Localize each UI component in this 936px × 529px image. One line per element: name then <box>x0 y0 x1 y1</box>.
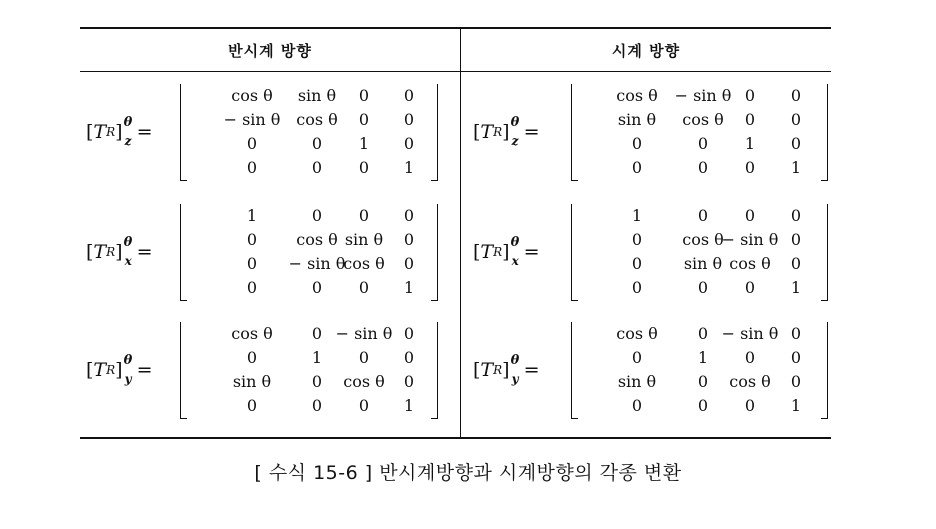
matrix-cell: 0 <box>697 206 709 225</box>
matrix-cell: cos θ <box>729 372 771 391</box>
matrix-cell: 0 <box>744 86 756 105</box>
lhs-axis-subscript: y <box>511 372 519 386</box>
matrix-cell: 0 <box>358 396 370 415</box>
matrix-cell: 1 <box>403 396 415 415</box>
lhs-subscript-r: R <box>106 363 116 377</box>
matrix-row <box>571 346 828 370</box>
matrix-row <box>571 252 828 276</box>
rotation-matrix <box>571 322 828 418</box>
matrix-cell: 0 <box>631 230 643 249</box>
lhs-superscript-theta: θ <box>123 235 133 250</box>
lhs-superscript-theta: θ <box>123 115 133 130</box>
matrix-cell: 0 <box>697 134 709 153</box>
lhs-subscript-r: R <box>493 125 503 139</box>
table-header-rule <box>80 71 831 72</box>
rotation-matrix <box>180 204 438 300</box>
matrix-cell: sin θ <box>344 230 384 249</box>
matrix-row <box>180 394 438 418</box>
matrix-cell: 1 <box>403 158 415 177</box>
header-counterclockwise: 반시계 방향 <box>228 41 312 60</box>
matrix-cell: 0 <box>790 110 802 129</box>
matrix-cell: 0 <box>246 134 258 153</box>
matrix-cell: 1 <box>403 278 415 297</box>
matrix-row <box>571 108 828 132</box>
matrix-cell: 0 <box>246 278 258 297</box>
matrix-cell: 0 <box>697 158 709 177</box>
equation-lhs: [ T R ] θ x = <box>473 235 540 268</box>
lhs-scripts <box>123 355 137 385</box>
matrix-cell: 1 <box>790 158 802 177</box>
matrix-cell: 0 <box>403 110 415 129</box>
lhs-axis-subscript: x <box>511 254 519 268</box>
matrix-cell: cos θ <box>231 324 273 343</box>
lhs-axis-subscript: y <box>124 372 132 386</box>
lhs-subscript-r: R <box>106 125 116 139</box>
lhs-symbol: T <box>93 359 107 381</box>
matrix-cell: 0 <box>744 110 756 129</box>
matrix-cell: 0 <box>311 324 323 343</box>
matrix-cell: 1 <box>744 134 756 153</box>
matrix-cell: cos θ <box>682 110 724 129</box>
matrix-cell: 0 <box>790 348 802 367</box>
matrix-row <box>571 84 828 108</box>
matrix-cell: 0 <box>744 396 756 415</box>
table-column-divider <box>460 27 461 439</box>
matrix-cell: 0 <box>697 396 709 415</box>
matrix-row <box>180 346 438 370</box>
lhs-scripts <box>510 355 524 385</box>
matrix-cell: cos θ <box>682 230 724 249</box>
matrix-cell: 1 <box>790 396 802 415</box>
lhs-scripts <box>123 117 137 147</box>
matrix-cell: 1 <box>358 134 370 153</box>
matrix-cell: 0 <box>744 206 756 225</box>
equation-cw-x <box>473 202 836 302</box>
equation-lhs: [ T R ] θ y = <box>473 353 540 386</box>
lhs-symbol: T <box>93 241 107 263</box>
matrix-row <box>571 394 828 418</box>
matrix-row <box>180 228 438 252</box>
matrix-cell: 0 <box>744 158 756 177</box>
matrix-cell: sin θ <box>617 372 657 391</box>
matrix-cell: 0 <box>631 158 643 177</box>
matrix-cell: cos θ <box>231 86 273 105</box>
lhs-axis-subscript: x <box>124 254 132 268</box>
lhs-subscript-r: R <box>106 245 116 259</box>
matrix-cell: cos θ <box>343 254 385 273</box>
matrix-cell: 0 <box>790 254 802 273</box>
matrix-cell: 0 <box>403 206 415 225</box>
matrix-cell: 0 <box>403 348 415 367</box>
matrix-cell: cos θ <box>616 86 658 105</box>
equation-lhs: [ T R ] θ z = <box>86 115 153 148</box>
lhs-scripts <box>510 117 524 147</box>
lhs-superscript-theta: θ <box>123 353 133 368</box>
rotation-matrix <box>571 84 828 180</box>
equation-ccw-z <box>86 82 446 182</box>
matrix-row <box>571 132 828 156</box>
matrix-row <box>180 132 438 156</box>
lhs-symbol: T <box>480 241 494 263</box>
matrix-row <box>180 156 438 180</box>
matrix-row <box>571 276 828 300</box>
matrix-cell: 0 <box>697 372 709 391</box>
matrix-row <box>180 276 438 300</box>
matrix-cell: 0 <box>246 348 258 367</box>
lhs-subscript-r: R <box>493 245 503 259</box>
matrix-cell: 0 <box>311 158 323 177</box>
lhs-symbol: T <box>93 121 107 143</box>
matrix-cell: 0 <box>358 278 370 297</box>
matrix-cell: cos θ <box>616 324 658 343</box>
matrix-cell: − sin θ <box>674 86 732 105</box>
matrix-cell: 0 <box>246 396 258 415</box>
rotation-matrix <box>571 204 828 300</box>
matrix-cell: 0 <box>358 110 370 129</box>
equation-lhs: [ T R ] θ y = <box>86 353 153 386</box>
matrix-cell: 0 <box>790 372 802 391</box>
matrix-cell: 0 <box>790 86 802 105</box>
equation-caption: [ 수식 15-6 ] 반시계방향과 시계방향의 각종 변환 <box>254 462 682 484</box>
matrix-cell: sin θ <box>683 254 723 273</box>
matrix-cell: − sin θ <box>721 324 779 343</box>
matrix-row <box>571 204 828 228</box>
matrix-cell: 0 <box>358 348 370 367</box>
matrix-cell: 0 <box>744 348 756 367</box>
matrix-cell: 1 <box>311 348 323 367</box>
matrix-row <box>571 228 828 252</box>
matrix-cell: 0 <box>358 86 370 105</box>
lhs-superscript-theta: θ <box>510 353 520 368</box>
matrix-cell: 0 <box>246 230 258 249</box>
matrix-cell: 0 <box>403 230 415 249</box>
matrix-cell: 0 <box>631 396 643 415</box>
equation-ccw-x <box>86 202 446 302</box>
matrix-cell: 0 <box>697 324 709 343</box>
rotation-matrix <box>180 322 438 418</box>
matrix-cell: 0 <box>311 206 323 225</box>
matrix-cell: 0 <box>403 372 415 391</box>
matrix-cell: 0 <box>311 372 323 391</box>
matrix-cell: cos θ <box>343 372 385 391</box>
matrix-cell: 0 <box>311 278 323 297</box>
matrix-cell: 0 <box>631 278 643 297</box>
matrix-cell: 0 <box>311 134 323 153</box>
matrix-row <box>571 370 828 394</box>
matrix-cell: sin θ <box>232 372 272 391</box>
lhs-scripts <box>510 237 524 267</box>
equation-cw-z <box>473 82 836 182</box>
matrix-cell: cos θ <box>296 230 338 249</box>
matrix-cell: 1 <box>697 348 709 367</box>
matrix-cell: 0 <box>358 206 370 225</box>
matrix-cell: 0 <box>246 158 258 177</box>
matrix-cell: − sin θ <box>288 254 346 273</box>
matrix-cell: 0 <box>631 348 643 367</box>
equation-lhs: [ T R ] θ x = <box>86 235 153 268</box>
lhs-axis-subscript: z <box>511 134 519 148</box>
matrix-cell: 0 <box>744 278 756 297</box>
matrix-cell: 0 <box>697 278 709 297</box>
matrix-row <box>571 156 828 180</box>
matrix-cell: 0 <box>246 254 258 273</box>
matrix-row <box>180 252 438 276</box>
equation-lhs: [ T R ] θ z = <box>473 115 540 148</box>
rotation-matrix <box>180 84 438 180</box>
matrix-row <box>571 322 828 346</box>
matrix-cell: 0 <box>311 396 323 415</box>
matrix-cell: − sin θ <box>335 324 393 343</box>
matrix-cell: cos θ <box>729 254 771 273</box>
matrix-cell: 0 <box>631 254 643 273</box>
matrix-cell: 0 <box>358 158 370 177</box>
matrix-cell: 0 <box>403 86 415 105</box>
matrix-cell: 1 <box>631 206 643 225</box>
matrix-cell: 0 <box>403 254 415 273</box>
matrix-cell: 0 <box>790 324 802 343</box>
lhs-superscript-theta: θ <box>510 235 520 250</box>
matrix-row <box>180 204 438 228</box>
lhs-symbol: T <box>480 121 494 143</box>
matrix-cell: sin θ <box>297 86 337 105</box>
matrix-cell: 0 <box>631 134 643 153</box>
lhs-scripts <box>123 237 137 267</box>
equation-cw-y <box>473 320 836 420</box>
matrix-cell: 1 <box>790 278 802 297</box>
lhs-axis-subscript: z <box>124 134 132 148</box>
matrix-cell: 0 <box>790 206 802 225</box>
rotation-matrix-table <box>80 27 831 440</box>
matrix-cell: cos θ <box>296 110 338 129</box>
equation-ccw-y <box>86 320 446 420</box>
matrix-cell: 0 <box>790 230 802 249</box>
header-clockwise: 시계 방향 <box>611 41 681 60</box>
matrix-cell: 1 <box>246 206 258 225</box>
matrix-row <box>180 370 438 394</box>
matrix-cell: 0 <box>403 134 415 153</box>
matrix-cell: 0 <box>790 134 802 153</box>
matrix-row <box>180 322 438 346</box>
table-bottom-rule <box>80 437 831 439</box>
lhs-symbol: T <box>480 359 494 381</box>
matrix-cell: 0 <box>403 324 415 343</box>
lhs-superscript-theta: θ <box>510 115 520 130</box>
lhs-subscript-r: R <box>493 363 503 377</box>
matrix-row <box>180 84 438 108</box>
matrix-row <box>180 108 438 132</box>
matrix-cell: − sin θ <box>223 110 281 129</box>
matrix-cell: sin θ <box>617 110 657 129</box>
matrix-cell: − sin θ <box>721 230 779 249</box>
